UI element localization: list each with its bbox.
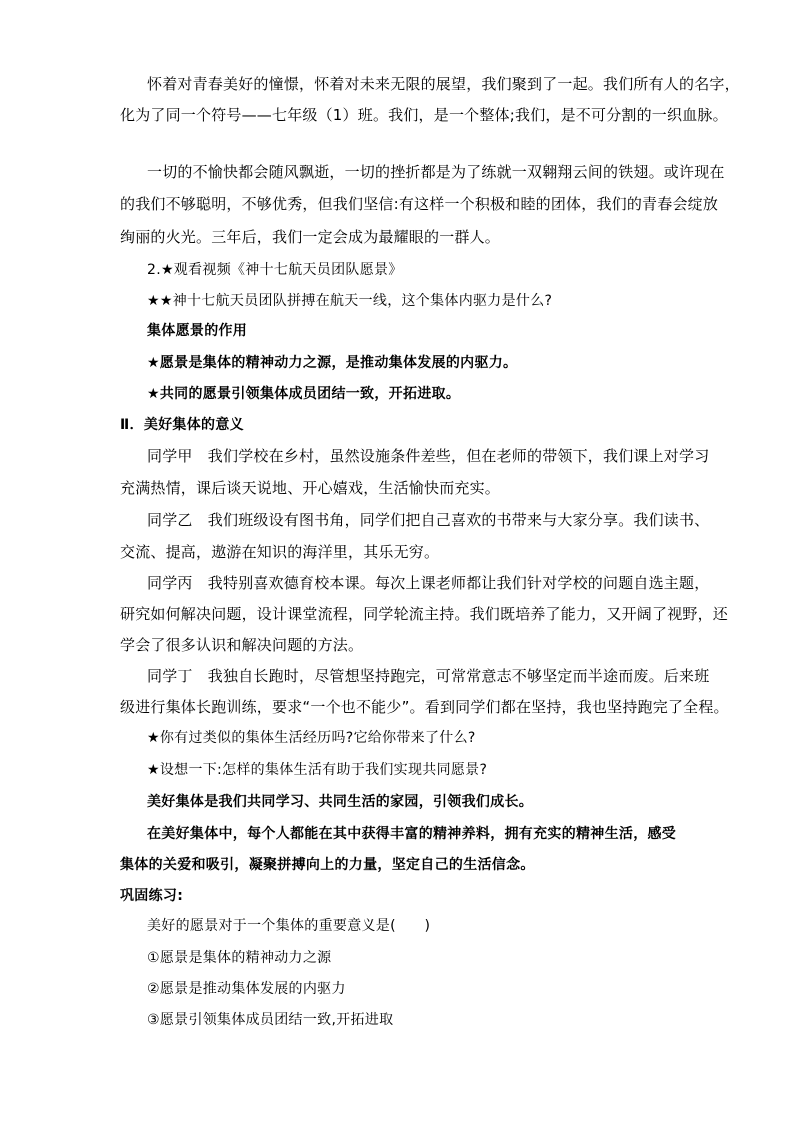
exercise-option: ②愿景是推动集体发展的内驱力 (147, 981, 346, 997)
paragraph-line: 级进行集体长跑训练，要求“一个也不能少”。看到同学们都在坚持，我也坚持跑完了全程。 (120, 698, 729, 716)
paragraph-line: 同学丙 我特别喜欢德育校本课。每次上课老师都让我们针对学校的问题自选主题， (147, 574, 710, 592)
exercise-option: ①愿景是集体的精神动力之源 (147, 950, 332, 966)
paragraph-line: 同学丁 我独自长跑时，尽管想坚持跑完，可常常意志不够坚定而半途而废。后来班 (147, 667, 710, 685)
question-line: ★你有过类似的集体生活经历吗?它给你带来了什么? (147, 730, 476, 746)
paragraph-line: 学会了很多认识和解决问题的方法。 (120, 636, 364, 654)
section-subheading: 集体愿景的作用 (147, 323, 248, 339)
key-point-line: ★共同的愿景引领集体成员团结一致，开拓进取。 (147, 386, 461, 402)
paragraph-line: 充满热情，课后谈天说地、开心嬉戏，生活愉快而充实。 (120, 479, 501, 497)
paragraph-line: 同学乙 我们班级设有图书角，同学们把自己喜欢的书带来与大家分享。我们读书、 (147, 511, 710, 529)
exercise-question: 美好的愿景对于一个集体的重要意义是( ) (147, 918, 431, 934)
section-heading: 巩固练习: (120, 888, 184, 904)
paragraph-line: 的我们不够聪明，不够优秀，但我们坚信:有这样一个积极和睦的团体，我们的青春会绽放 (120, 195, 719, 213)
question-line: ★设想一下:怎样的集体生活有助于我们实现共同愿景? (147, 762, 488, 778)
video-item-heading: 2.★观看视频《神十七航天员团队愿景》 (147, 262, 403, 278)
key-point-line: 在美好集体中，每个人都能在其中获得丰富的精神养料，拥有充实的精神生活，感受 (147, 826, 677, 842)
section-heading: Ⅱ．美好集体的意义 (120, 417, 244, 433)
exercise-option: ③愿景引领集体成员团结一致,开拓进取 (147, 1012, 394, 1028)
key-point-line: 集体的关爱和吸引，凝聚拼搏向上的力量，坚定自己的生活信念。 (120, 857, 535, 873)
paragraph-line: 研究如何解决问题，设计课堂流程，同学轮流主持。我们既培养了能力，又开阔了视野，还 (120, 605, 729, 623)
key-point-line: ★愿景是集体的精神动力之源，是推动集体发展的内驱力。 (147, 355, 518, 371)
paragraph-line: 交流、提高，遨游在知识的海洋里，其乐无穷。 (120, 543, 440, 561)
paragraph-line: 怀着对青春美好的憧憬，怀着对未来无限的展望，我们聚到了一起。我们所有人的名字， (147, 75, 740, 93)
key-point-line: 美好集体是我们共同学习、共同生活的家园，引领我们成长。 (147, 794, 534, 810)
paragraph-line: 一切的不愉快都会随风飘逝，一切的挫折都是为了练就一双翱翔云间的铁翅。或许现在 (147, 163, 725, 181)
paragraph-line: 绚丽的火光。三年后，我们一定会成为最耀眼的一群人。 (120, 228, 501, 246)
question-line: ★★神十七航天员团队拼搏在航天一线，这个集体内驱力是什么? (147, 293, 553, 309)
paragraph-line: 化为了同一个符号——七年级（1）班。我们，是一个整体;我们，是不可分割的一织血脉。 (120, 106, 728, 124)
paragraph-line: 同学甲 我们学校在乡村，虽然设施条件差些，但在老师的带领下，我们课上对学习 (147, 447, 710, 465)
